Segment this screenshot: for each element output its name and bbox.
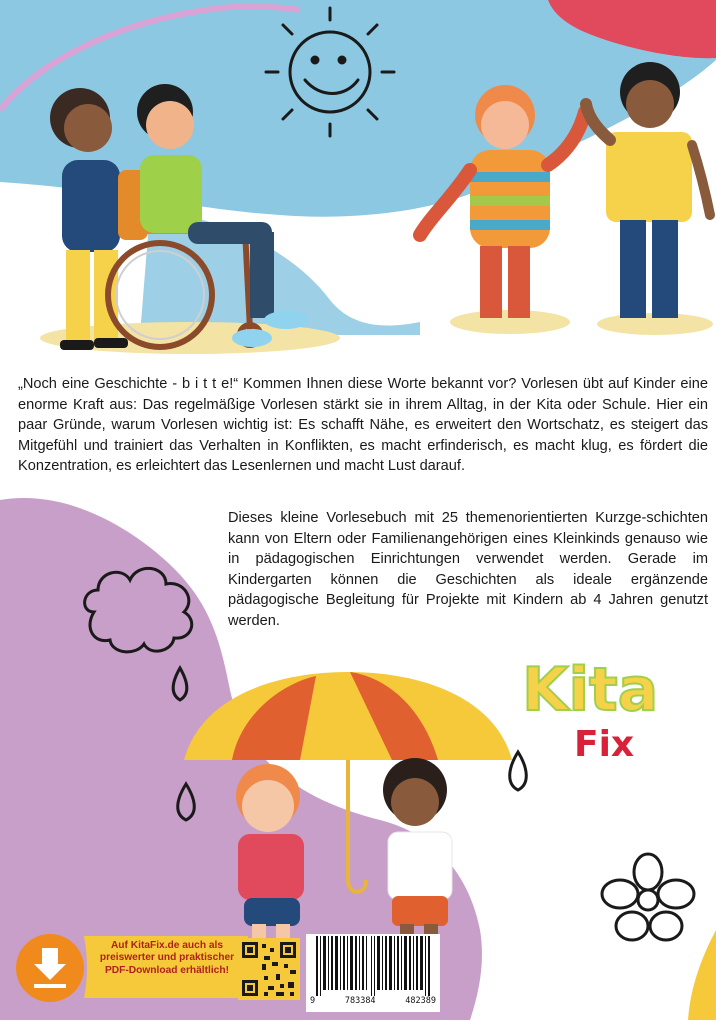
logo-word-kita: Kita [522, 655, 659, 725]
barcode-bars [306, 934, 440, 996]
download-badge-text: Auf KitaFix.de auch als preiswerter und praktischer PDF-Download erhältlich! [99, 940, 235, 976]
barcode-digits-group-2: 783384 [344, 996, 376, 1006]
download-badge-circle [16, 934, 84, 1002]
yellow-arc [688, 930, 716, 1020]
logo-word-fix: Fix [574, 724, 635, 764]
qr-code [238, 938, 300, 1000]
barcode-digits-group-3: 482389 [405, 996, 436, 1006]
description-paragraph: Dieses kleine Vorlesebuch mit 25 themenorientierten Kurzge-schichten kann von Eltern oder Familienangehörigen eines Kleinkinds genauso wie in pädagogischen Einrichtungen verwendet werden. Gerade im Kindergarten können die Geschichten als ideale ergänzende pädagogische Begleitung für Projekte mit Kindern ab 4 Jahren genutzt werden. [228, 510, 708, 629]
barcode-digit-1: 9 [310, 996, 316, 1006]
flower-icon [602, 854, 694, 940]
kitafix-logo [522, 652, 692, 764]
intro-paragraph: „Noch eine Geschichte - b i t t e!“ Kommen Ihnen diese Worte bekannt vor? Vorlesen übt auf Kinder eine enorme Kraft aus: Das regelmäßige Vorlesen stärkt sie in ihrem Alltag, in der Kita oder Schule. Hier ein paar Gründe, warum Vorlesen wichtig ist: Es schafft Nähe, es erweitert den Wortschatz, es steigert das Mitgefühl und trainiert das Verhalten in Konflikten, es macht erfinderisch, es macht klug, es fördert die Konzentration, es erleichtert das Lesenlernen und macht Lust darauf. [18, 376, 708, 474]
barcode-digits [306, 996, 440, 1006]
